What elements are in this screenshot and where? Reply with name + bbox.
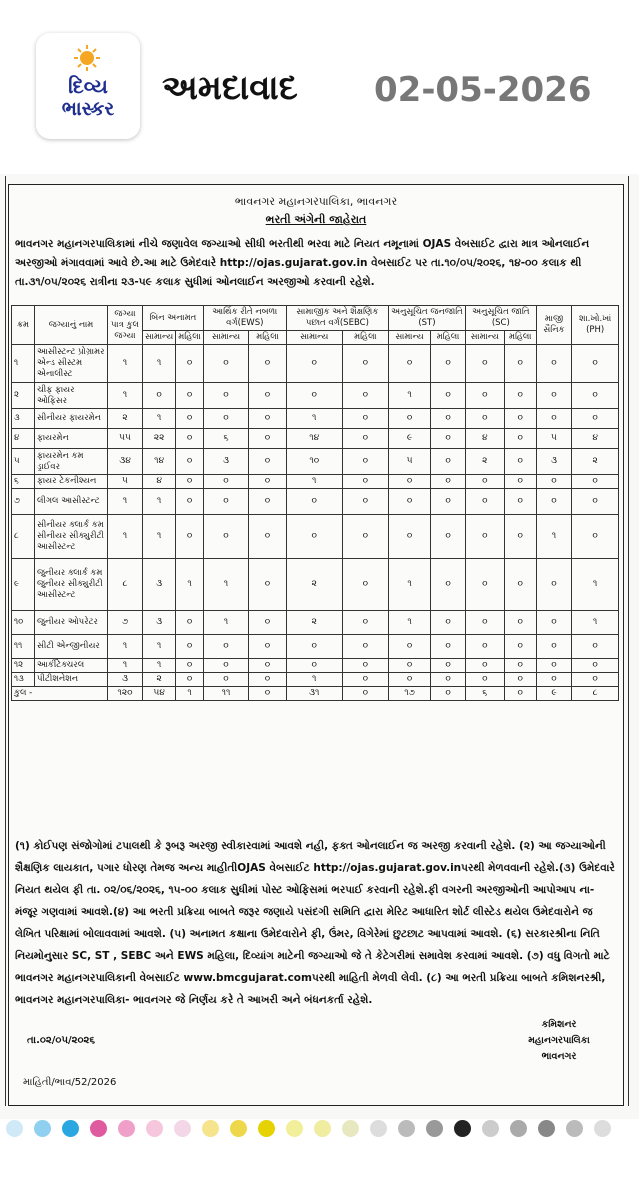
row-sr: ૯ xyxy=(12,559,35,611)
row-value: ૦ xyxy=(249,475,287,489)
color-dot xyxy=(202,1120,219,1137)
row-value: ૦ xyxy=(536,489,572,515)
row-value: ૩ xyxy=(203,449,248,475)
row-value: ૦ xyxy=(504,429,536,449)
table-row xyxy=(12,409,619,429)
row-value: ૦ xyxy=(465,559,504,611)
row-value: ૦ xyxy=(249,489,287,515)
color-dot xyxy=(510,1120,527,1137)
row-value: ૧ xyxy=(143,515,176,559)
row-sr: ૫ xyxy=(12,449,35,475)
row-sr: ૮ xyxy=(12,515,35,559)
color-dot xyxy=(174,1120,191,1137)
col-st: અનુસૂચિત જનજાતિ (ST) xyxy=(389,306,466,331)
row-value: ૦ xyxy=(504,449,536,475)
total-value: ૦ xyxy=(249,687,287,701)
row-value: ૦ xyxy=(342,429,388,449)
row-value: ૦ xyxy=(203,409,248,429)
row-value: ૦ xyxy=(572,383,619,409)
row-value: ૦ xyxy=(504,345,536,383)
row-value: ૦ xyxy=(504,489,536,515)
row-post-name: સીટી એન્જીનીયર xyxy=(35,635,108,659)
row-value: ૪ xyxy=(143,475,176,489)
row-value: ૧ xyxy=(286,409,342,429)
row-value: ૦ xyxy=(504,611,536,635)
total-value: ૦ xyxy=(342,687,388,701)
row-value: ૦ xyxy=(203,515,248,559)
row-value: ૦ xyxy=(431,635,466,659)
row-value: ૦ xyxy=(249,559,287,611)
row-value: ૯ xyxy=(389,429,431,449)
row-value: ૧ xyxy=(286,673,342,687)
row-value: ૦ xyxy=(572,659,619,673)
sub-female: મહિલા xyxy=(249,331,287,345)
row-value: ૧ xyxy=(143,659,176,673)
row-value: ૪ xyxy=(572,429,619,449)
row-value: ૦ xyxy=(342,345,388,383)
row-value: ૦ xyxy=(249,409,287,429)
row-value: ૧ xyxy=(536,515,572,559)
total-value: ૧૭ xyxy=(389,687,431,701)
table-row xyxy=(12,659,619,673)
row-value: ૦ xyxy=(504,475,536,489)
row-value: ૧૦ xyxy=(286,449,342,475)
row-post-name: લીગલ આસીસ્ટન્ટ xyxy=(35,489,108,515)
row-value: ૦ xyxy=(176,489,203,515)
recruitment-notice xyxy=(8,184,624,1106)
color-dot xyxy=(286,1120,303,1137)
row-value: ૦ xyxy=(342,515,388,559)
row-value: ૧ xyxy=(572,611,619,635)
row-post-name: ફાયરમેન xyxy=(35,429,108,449)
row-value: ૦ xyxy=(389,409,431,429)
color-dot xyxy=(426,1120,443,1137)
edition-date: 02-05-2026 xyxy=(374,70,592,110)
color-dot xyxy=(90,1120,107,1137)
sub-general: સામાન્ય xyxy=(286,331,342,345)
row-value: ૨ xyxy=(143,673,176,687)
row-post-name: સીનીયર ફાયરમેન xyxy=(35,409,108,429)
row-value: ૦ xyxy=(286,383,342,409)
row-value: ૦ xyxy=(431,345,466,383)
row-value: ૭ xyxy=(108,611,143,635)
row-value: ૦ xyxy=(342,559,388,611)
row-value: ૦ xyxy=(504,659,536,673)
row-value: ૦ xyxy=(176,673,203,687)
notice-date: તા.૦૨/૦૫/૨૦૨૬ xyxy=(27,1035,96,1046)
row-value: ૦ xyxy=(431,449,466,475)
row-value: ૫૫ xyxy=(108,429,143,449)
row-value: ૦ xyxy=(504,635,536,659)
row-value: ૦ xyxy=(536,475,572,489)
row-value: ૩ xyxy=(536,449,572,475)
color-dot xyxy=(118,1120,135,1137)
row-value: ૦ xyxy=(572,345,619,383)
row-value: ૦ xyxy=(572,515,619,559)
row-value: ૫ xyxy=(108,475,143,489)
row-value: ૦ xyxy=(465,611,504,635)
row-value: ૦ xyxy=(176,449,203,475)
color-dot xyxy=(6,1120,23,1137)
signatory-line: ભાવનગર xyxy=(541,1051,577,1062)
row-value: ૦ xyxy=(286,345,342,383)
table-row xyxy=(12,673,619,687)
header xyxy=(0,0,639,150)
table-row xyxy=(12,429,619,449)
row-value: ૦ xyxy=(249,659,287,673)
row-value: ૦ xyxy=(286,635,342,659)
row-value: ૦ xyxy=(431,409,466,429)
logo-text-line2: ભાસ્કર xyxy=(61,98,115,120)
notice-ref: માહિતી/ભાવ/52/2026 xyxy=(23,1077,117,1088)
row-value: ૦ xyxy=(465,475,504,489)
print-color-bar xyxy=(0,1118,639,1140)
col-ph: શા.ખો.ખાં (PH) xyxy=(572,306,619,345)
total-value: ૦ xyxy=(431,687,466,701)
row-value: ૦ xyxy=(389,475,431,489)
row-value: ૦ xyxy=(465,515,504,559)
row-value: ૦ xyxy=(249,429,287,449)
row-value: ૧ xyxy=(286,475,342,489)
row-value: ૦ xyxy=(431,383,466,409)
vacancy-rows xyxy=(12,345,619,701)
sub-general: સામાન્ય xyxy=(143,331,176,345)
row-value: ૦ xyxy=(249,345,287,383)
row-value: ૦ xyxy=(572,673,619,687)
row-post-name: પીટીશનેશન xyxy=(35,673,108,687)
row-value: ૦ xyxy=(203,635,248,659)
vacancy-table xyxy=(11,305,619,701)
row-value: ૦ xyxy=(536,409,572,429)
row-value: ૦ xyxy=(431,515,466,559)
row-value: ૦ xyxy=(389,673,431,687)
row-value: ૧૪ xyxy=(143,449,176,475)
row-post-name: જુનીયર ઓપરેટર xyxy=(35,611,108,635)
notice-org: ભાવનગર મહાનગરપાલિકા, ભાવનગર xyxy=(234,195,398,208)
notice-intro: ભાવનગર મહાનગરપાલિકામાં નીચે જણાવેલ જગ્યાઓ સીધી ભરતીથી ભરવા માટે નિયત નમૂનામાં OJAS વેબસાઈટ દ્વારા માત્ર ઓનલાઈન અરજીઓ મંગાવવામાં આવે છે.આ માટે ઉમેદવારે http://ojas.gujarat.gov.in વેબસાઈટ પર તા.૧૦/૦૫/૨૦૨૬, ૧૪-૦૦ કલાક થી તા.૩૧/૦૫/૨૦૨૬ રાત્રીના ૨૩-૫૯ કલાક સુધીમાં ઓનલાઈન અરજીઓ કરવાની રહેશે. xyxy=(15,238,590,288)
row-value: ૧ xyxy=(176,559,203,611)
table-row xyxy=(12,559,619,611)
row-value: ૦ xyxy=(465,489,504,515)
col-ex-servicemen: માજી સૈનિક xyxy=(536,306,572,345)
col-ews: આર્થિક રીતે નબળા વર્ગ(EWS) xyxy=(203,306,286,331)
row-value: ૦ xyxy=(176,515,203,559)
row-sr: ૧ xyxy=(12,345,35,383)
color-dot xyxy=(146,1120,163,1137)
row-value: ૦ xyxy=(342,673,388,687)
total-value: ૮ xyxy=(572,687,619,701)
notice-title: ભરતી અંગેની જાહેરાત xyxy=(265,213,367,226)
col-post: જગ્યાનું નામ xyxy=(35,306,108,345)
row-value: ૦ xyxy=(176,383,203,409)
sub-female: મહિલા xyxy=(342,331,388,345)
row-value: ૦ xyxy=(536,673,572,687)
divya-bhaskar-logo[interactable] xyxy=(36,33,140,139)
row-value: ૦ xyxy=(203,673,248,687)
total-value: ૧૧ xyxy=(203,687,248,701)
row-sr: ૧૨ xyxy=(12,659,35,673)
row-value: ૫ xyxy=(389,449,431,475)
row-value: ૦ xyxy=(465,635,504,659)
row-value: ૦ xyxy=(342,449,388,475)
col-unreserved: બિન અનામત xyxy=(143,306,204,331)
row-value: ૩ xyxy=(108,673,143,687)
row-value: ૦ xyxy=(572,409,619,429)
row-value: ૧ xyxy=(572,559,619,611)
color-dot xyxy=(230,1120,247,1137)
row-value: ૦ xyxy=(286,659,342,673)
row-value: ૦ xyxy=(342,475,388,489)
row-value: ૧ xyxy=(143,635,176,659)
row-value: ૧ xyxy=(108,345,143,383)
row-sr: ૬ xyxy=(12,475,35,489)
row-value: ૦ xyxy=(176,475,203,489)
row-value: ૦ xyxy=(342,489,388,515)
table-row xyxy=(12,345,619,383)
row-value: ૧ xyxy=(108,515,143,559)
color-dot xyxy=(398,1120,415,1137)
row-value: ૦ xyxy=(203,489,248,515)
row-sr: ૨ xyxy=(12,383,35,409)
row-value: ૦ xyxy=(431,429,466,449)
row-value: ૦ xyxy=(465,673,504,687)
row-value: ૦ xyxy=(249,383,287,409)
row-value: ૦ xyxy=(504,409,536,429)
table-row xyxy=(12,449,619,475)
col-sr: ક્રમ xyxy=(12,306,35,345)
sub-female: મહિલા xyxy=(176,331,203,345)
row-sr: ૧૧ xyxy=(12,635,35,659)
color-dot xyxy=(34,1120,51,1137)
row-value: ૦ xyxy=(249,611,287,635)
row-value: ૦ xyxy=(389,635,431,659)
table-row xyxy=(12,635,619,659)
total-value: ૦ xyxy=(504,687,536,701)
row-value: ૦ xyxy=(176,345,203,383)
row-value: ૦ xyxy=(286,515,342,559)
color-dot xyxy=(538,1120,555,1137)
row-value: ૦ xyxy=(431,475,466,489)
sub-general: સામાન્ય xyxy=(203,331,248,345)
signatory-line: કમિશનર xyxy=(541,1019,577,1030)
row-value: ૦ xyxy=(536,559,572,611)
row-value: ૦ xyxy=(431,611,466,635)
row-value: ૧ xyxy=(108,383,143,409)
row-value: ૦ xyxy=(536,659,572,673)
row-value: ૦ xyxy=(342,383,388,409)
row-value: ૧ xyxy=(143,345,176,383)
row-value: ૨ xyxy=(572,449,619,475)
row-value: ૦ xyxy=(249,673,287,687)
row-value: ૦ xyxy=(504,559,536,611)
row-post-name: જુનીયર ક્લાર્ક કમ જુનીયર સીક્યુરીટી આસીસ્ટન્ટ xyxy=(35,559,108,611)
row-value: ૨૨ xyxy=(143,429,176,449)
row-value: ૦ xyxy=(572,635,619,659)
sub-general: સામાન્ય xyxy=(465,331,504,345)
row-value: ૦ xyxy=(249,635,287,659)
row-value: ૧ xyxy=(143,409,176,429)
row-value: ૦ xyxy=(203,475,248,489)
row-value: ૦ xyxy=(431,559,466,611)
row-value: ૦ xyxy=(176,429,203,449)
color-dot xyxy=(62,1120,79,1137)
row-value: ૦ xyxy=(536,383,572,409)
table-row xyxy=(12,475,619,489)
row-value: ૦ xyxy=(465,409,504,429)
row-sr: ૩ xyxy=(12,409,35,429)
signatory-line: મહાનગરપાલિકા xyxy=(528,1035,590,1046)
row-value: ૦ xyxy=(342,635,388,659)
row-value: ૨ xyxy=(108,409,143,429)
row-value: ૩ xyxy=(143,559,176,611)
row-value: ૦ xyxy=(536,345,572,383)
row-post-name: ચીફ ફાયર ઓફિસર xyxy=(35,383,108,409)
edition-city: અમદાવાદ xyxy=(162,68,298,108)
row-value: ૦ xyxy=(504,383,536,409)
row-value: ૦ xyxy=(286,489,342,515)
col-sc: અનુસૂચિત જાતિ (SC) xyxy=(465,306,536,331)
row-value: ૧૪ xyxy=(286,429,342,449)
sub-female: મહિલા xyxy=(431,331,466,345)
row-value: ૦ xyxy=(389,659,431,673)
notice-conditions: (૧) કોઈપણ સંજોગોમાં ટપાલથી કે રૂબરૂ અરજી સ્વીકારવામાં આવશે નહી, ફક્ત ઓનલાઈન જ અરજી કરવાની રહેશે. (૨) આ જગ્યાઓની શૈક્ષણિક લાયકાત, પગાર ધોરણ તેમજ અન્ય માહીતીOJAS વેબસાઈટ http://ojas.gujarat.gov.inપરથી મેળવવાની રહેશે.(૩) ઉમેદવારે નિયત થયેલ ફી તા. ૦૨/૦૬/૨૦૨૬, ૧૫-૦૦ કલાક સુધીમાં પોસ્ટ ઓફિસમાં ભરપાઈ કરવાની રહેશે.ફી વગરની અરજીઓની આપોઆપ ના-મંજૂર ગણવામાં આવશે.(૪) આ ભરતી પ્રક્રિયા બાબતે જરૂર જણાયે પસંદગી સમિતિ દ્વારા મેરિટ આધારિત શોર્ટ લીસ્ટેડ થયેલ ઉમેદવારોને જ લેખિત પરિક્ષામાં બોલાવવામાં આવશે. (૫) અનામત કક્ષાના ઉમેદવારોને ફી, ઉંમર, વિગેરેમાં છુટછાટ આપવામાં આવશે. (૬) સરકારશ્રીના નિતિ નિયમોનુસાર SC, ST , SEBC અને EWS મહિલા, દિવ્યાંગ માટેની જગ્યાઓ જે તે કેટેગરીમાં સમાવેશ કરવામાં આવશે. (૭) વધુ વિગતો માટે ભાવનગર મહાનગરપાલિકાની વેબસાઈટ www.bmcgujarat.comપરથી માહિતી મેળવી લેવી. (૮) આ ભરતી પ્રક્રિયા બાબતે કમિશનરશ્રી, ભાવનગર મહાનગરપાલિકા- ભાવનગર જે નિર્ણય કરે તે આખરી અને બંધનકર્તા રહેશે. xyxy=(15,840,615,1006)
sun-icon xyxy=(74,45,100,71)
adjacent-column-left xyxy=(0,176,6,1106)
total-value: ૬ xyxy=(465,687,504,701)
row-sr: ૧૦ xyxy=(12,611,35,635)
row-value: ૦ xyxy=(203,383,248,409)
row-value: ૦ xyxy=(176,635,203,659)
row-value: ૦ xyxy=(203,659,248,673)
row-value: ૦ xyxy=(536,611,572,635)
row-value: ૦ xyxy=(176,659,203,673)
row-value: ૧ xyxy=(389,383,431,409)
sub-general: સામાન્ય xyxy=(389,331,431,345)
row-value: ૦ xyxy=(389,345,431,383)
color-dot xyxy=(314,1120,331,1137)
row-value: ૨ xyxy=(286,559,342,611)
total-value: ૩૧ xyxy=(286,687,342,701)
total-value: ૧ xyxy=(176,687,203,701)
row-value: ૦ xyxy=(465,345,504,383)
row-value: ૧ xyxy=(203,559,248,611)
row-value: ૫ xyxy=(536,429,572,449)
row-value: ૦ xyxy=(342,611,388,635)
logo-text-line1: દિવ્ય xyxy=(68,74,108,98)
color-dot xyxy=(342,1120,359,1137)
row-value: ૩૪ xyxy=(108,449,143,475)
row-value: ૦ xyxy=(143,383,176,409)
total-row xyxy=(12,687,619,701)
color-dot xyxy=(258,1120,275,1137)
row-value: ૦ xyxy=(176,611,203,635)
row-post-name: ફાયરમેન કમ ડ્રાઈવર xyxy=(35,449,108,475)
row-value: ૦ xyxy=(431,659,466,673)
row-sr: ૭ xyxy=(12,489,35,515)
color-dot xyxy=(594,1120,611,1137)
row-value: ૨ xyxy=(465,449,504,475)
row-value: ૦ xyxy=(572,475,619,489)
col-sebc: સામાજીક અને શૈક્ષણિક પછાત વર્ગ(SEBC) xyxy=(286,306,388,331)
row-value: ૦ xyxy=(203,345,248,383)
row-value: ૦ xyxy=(504,673,536,687)
row-value: ૩ xyxy=(143,611,176,635)
row-value: ૧ xyxy=(203,611,248,635)
row-value: ૧ xyxy=(389,611,431,635)
row-value: ૦ xyxy=(465,659,504,673)
row-value: ૧ xyxy=(108,659,143,673)
row-value: ૧ xyxy=(143,489,176,515)
row-value: ૦ xyxy=(465,383,504,409)
row-sr: ૪ xyxy=(12,429,35,449)
row-value: ૦ xyxy=(431,673,466,687)
row-value: ૪ xyxy=(465,429,504,449)
row-value: ૦ xyxy=(431,489,466,515)
sub-female: મહિલા xyxy=(504,331,536,345)
table-row xyxy=(12,611,619,635)
table-row xyxy=(12,489,619,515)
row-value: ૦ xyxy=(572,489,619,515)
total-value: ૧૨૦ xyxy=(108,687,143,701)
total-label: કુલ - xyxy=(12,687,108,701)
row-post-name: આર્કીટેક્ચરલ xyxy=(35,659,108,673)
color-dot xyxy=(370,1120,387,1137)
row-value: ૧ xyxy=(389,559,431,611)
row-value: ૨ xyxy=(286,611,342,635)
row-value: ૧ xyxy=(108,635,143,659)
row-value: ૧ xyxy=(108,489,143,515)
signatory xyxy=(509,1017,609,1065)
color-dot xyxy=(454,1120,471,1137)
table-row xyxy=(12,383,619,409)
color-dot xyxy=(566,1120,583,1137)
total-value: ૯ xyxy=(536,687,572,701)
row-value: ૬ xyxy=(203,429,248,449)
row-value: ૦ xyxy=(249,515,287,559)
row-post-name: આસીસ્ટન્ટ પ્રોગ્રામર એન્ડ સીસ્ટમ એનાલીસ્ટ xyxy=(35,345,108,383)
row-value: ૮ xyxy=(108,559,143,611)
row-value: ૦ xyxy=(249,449,287,475)
row-value: ૦ xyxy=(536,635,572,659)
row-value: ૦ xyxy=(342,659,388,673)
row-post-name: સીનીયર ક્લાર્ક કમ સીનીયર સીક્યુરીટી આસીસ્ટન્ટ xyxy=(35,515,108,559)
total-value: ૫૪ xyxy=(143,687,176,701)
table-row xyxy=(12,515,619,559)
row-post-name: ફાયર ટેકનીશ્યન xyxy=(35,475,108,489)
col-total: જગ્યા પાત્ર કુલ જગ્યા xyxy=(108,306,143,345)
row-value: ૦ xyxy=(389,515,431,559)
color-dot xyxy=(482,1120,499,1137)
row-value: ૦ xyxy=(176,409,203,429)
row-value: ૦ xyxy=(504,515,536,559)
row-value: ૦ xyxy=(342,409,388,429)
row-value: ૦ xyxy=(389,489,431,515)
row-sr: ૧૩ xyxy=(12,673,35,687)
adjacent-column-right xyxy=(628,176,639,1106)
